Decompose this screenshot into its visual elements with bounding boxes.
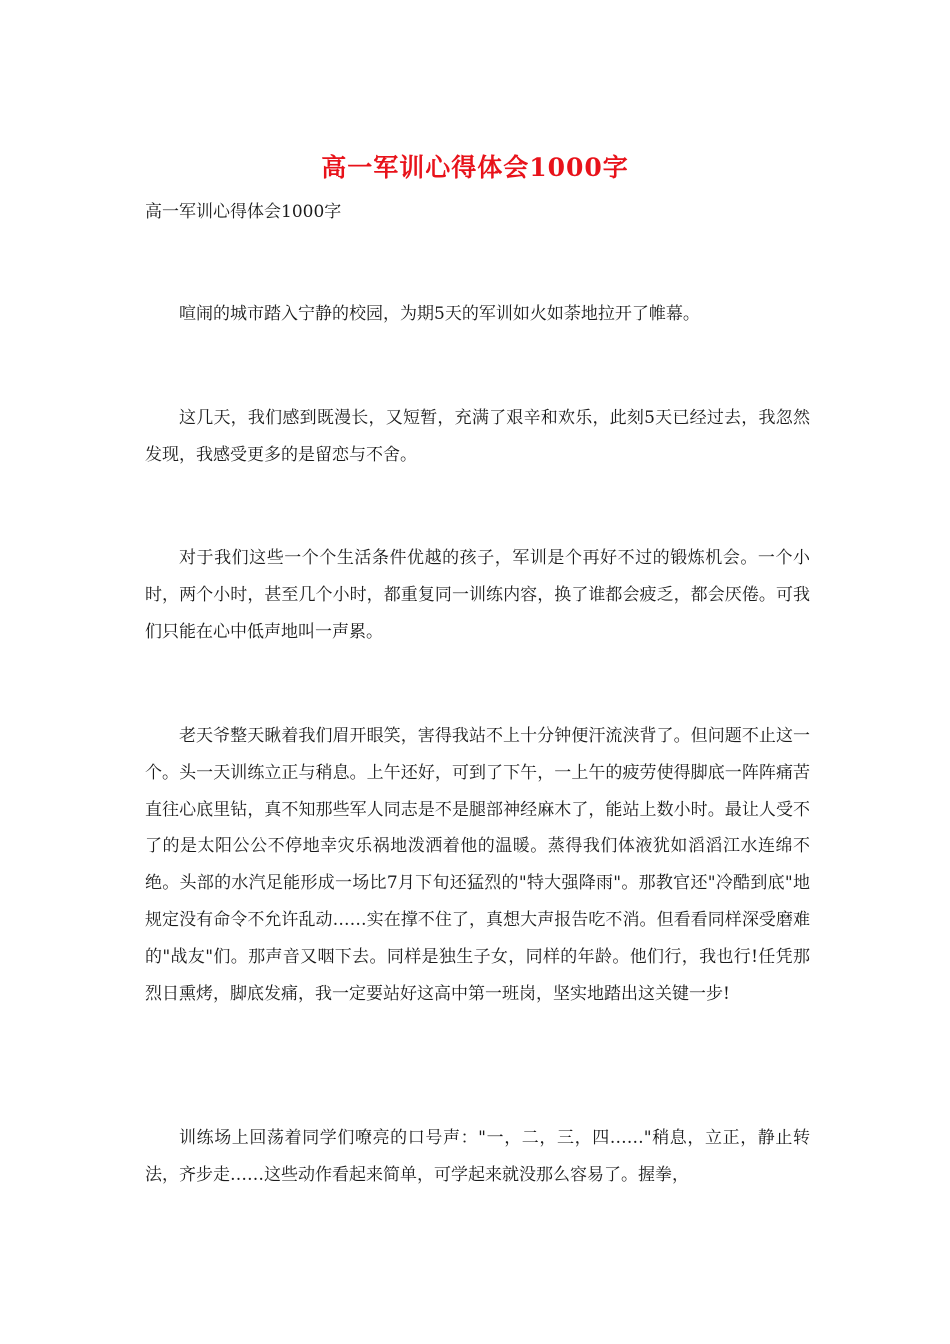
- paragraph-3: 对于我们这些一个个生活条件优越的孩子，军训是个再好不过的锻炼机会。一个小时，两个小时，甚至几个小时，都重复同一训练内容，换了谁都会疲乏，都会厌倦。可我们只能在心中低声地叫一声累。: [145, 548, 810, 642]
- paragraph-1: 喧闹的城市踏入宁静的校园，为期5天的军训如火如荼地拉开了帷幕。: [179, 304, 700, 324]
- paragraph-5: 训练场上回荡着同学们嘹亮的口号声："一，二，三，四……"稍息，立正，静止转法，齐步走……这些动作看起来简单，可学起来就没那么容易了。握拳，: [145, 1128, 810, 1185]
- document-subtitle: 高一军训心得体会1000字: [145, 202, 342, 222]
- paragraph-4: 老天爷整天瞅着我们眉开眼笑，害得我站不上十分钟便汗流浃背了。但问题不止这一个。头一天训练立正与稍息。上午还好，可到了下午，一上午的疲劳使得脚底一阵阵痛苦直往心底里钻，真不知那些军人同志是不是腿部神经麻木了，能站上数小时。最让人受不了的是太阳公公不停地幸灾乐祸地泼洒着他的温暖。蒸得我们体液犹如滔滔江水连绵不绝。头部的水汽足能形成一场比7月下旬还猛烈的"特大强降雨"。那教官还"冷酷到底"地规定没有命令不允许乱动……实在撑不住了，真想大声报告吃不消。但看看同样深受磨难的"战友"们。那声音又咽下去。同样是独生子女，同样的年龄。他们行，我也行!任凭那烈日熏烤，脚底发痛，我一定要站好这高中第一班岗，坚实地踏出这关键一步!: [145, 726, 810, 1004]
- document-title: 高一军训心得体会1000字: [321, 153, 629, 182]
- paragraph-2: 这几天，我们感到既漫长，又短暂，充满了艰辛和欢乐，此刻5天已经过去，我忽然发现，我感受更多的是留恋与不舍。: [145, 408, 810, 465]
